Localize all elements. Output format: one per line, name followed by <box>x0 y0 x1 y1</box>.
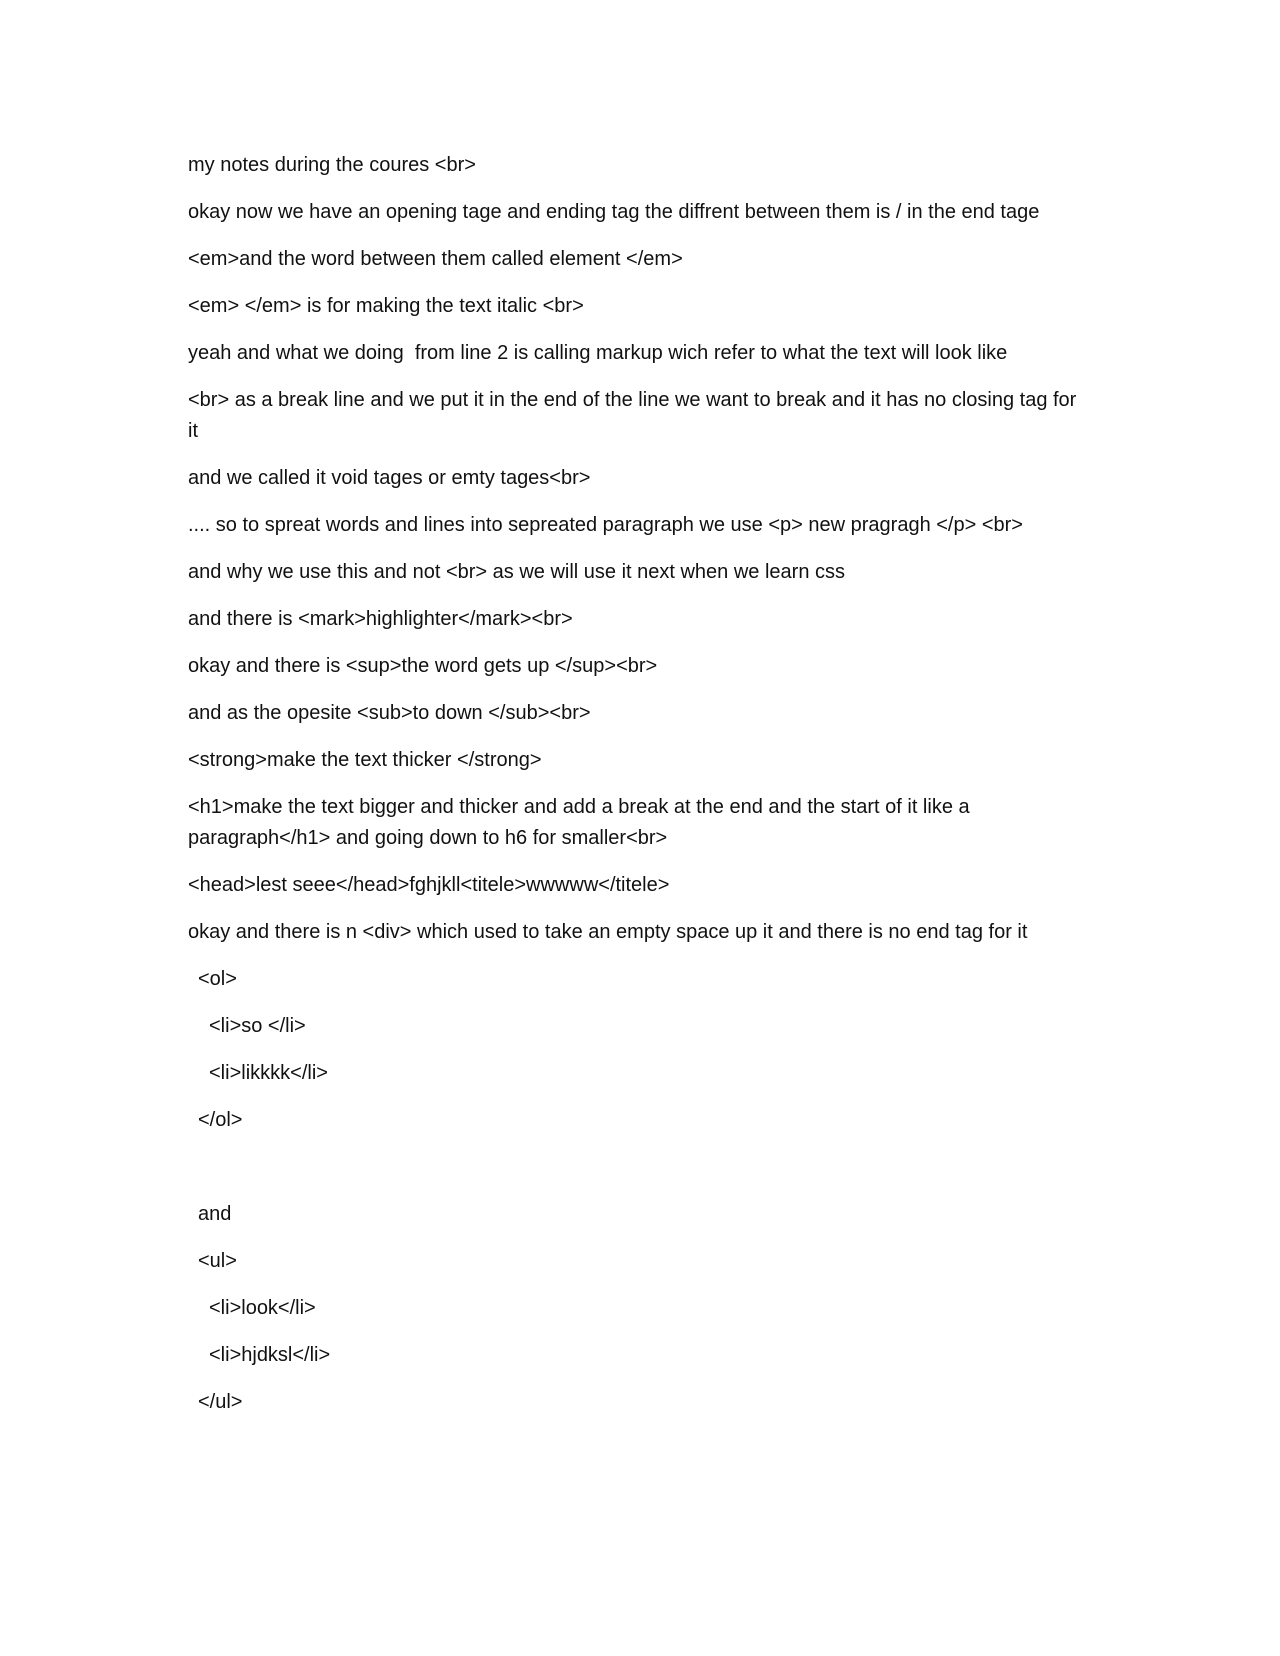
note-line-4: <em> </em> is for making the text italic <br> <box>188 295 584 317</box>
blank-gap <box>188 1152 1088 1199</box>
document-content <box>188 150 1088 1434</box>
note-line-11: okay and there is <sup>the word gets up </sup><br> <box>188 655 658 677</box>
ul-open-tag: <ul> <box>198 1250 237 1272</box>
ol-open-tag: <ol> <box>198 968 237 990</box>
ul-item-1: <li>look</li> <box>209 1297 316 1319</box>
ul-item-2: <li>hjdksl</li> <box>209 1344 331 1366</box>
note-line-7: and we called it void tages or emty tages<br> <box>188 467 591 489</box>
note-line-15: <head>lest seee</head>fghjkll<titele>wwwww</titele> <box>188 874 670 896</box>
note-line-16: okay and there is n <div> which used to take an empty space up it and there is no end tag for it <box>188 921 1028 943</box>
note-line-3: <em>and the word between them called element </em> <box>188 248 683 270</box>
note-line-9: and why we use this and not <br> as we will use it next when we learn css <box>188 561 846 583</box>
note-line-10: and there is <mark>highlighter</mark><br> <box>188 608 573 630</box>
ol-item-2: <li>likkkk</li> <box>209 1062 328 1084</box>
note-line-13: <strong>make the text thicker </strong> <box>188 749 542 771</box>
ol-close-tag: </ol> <box>198 1109 243 1131</box>
note-line-14: <h1>make the text bigger and thicker and add a break at the end and the start of it like a paragraph</h1> and going down to h6 for smaller<br> <box>188 796 976 849</box>
note-line-2: okay now we have an opening tage and ending tag the diffrent between them is / in the end tage <box>188 201 1040 223</box>
note-line-12: and as the opesite <sub>to down </sub><br> <box>188 702 591 724</box>
ol-item-1: <li>so </li> <box>209 1015 306 1037</box>
and-line: and <box>198 1203 232 1225</box>
note-line-5: yeah and what we doing from line 2 is calling markup wich refer to what the text will look like <box>188 342 1008 364</box>
note-line-1: my notes during the coures <br> <box>188 154 476 176</box>
note-line-6: <br> as a break line and we put it in the end of the line we want to break and it has no closing tag for it <box>188 389 1082 442</box>
ul-close-tag: </ul> <box>198 1391 243 1413</box>
note-line-8: .... so to spreat words and lines into sepreated paragraph we use <p> new pragragh </p> <br> <box>188 514 1023 536</box>
